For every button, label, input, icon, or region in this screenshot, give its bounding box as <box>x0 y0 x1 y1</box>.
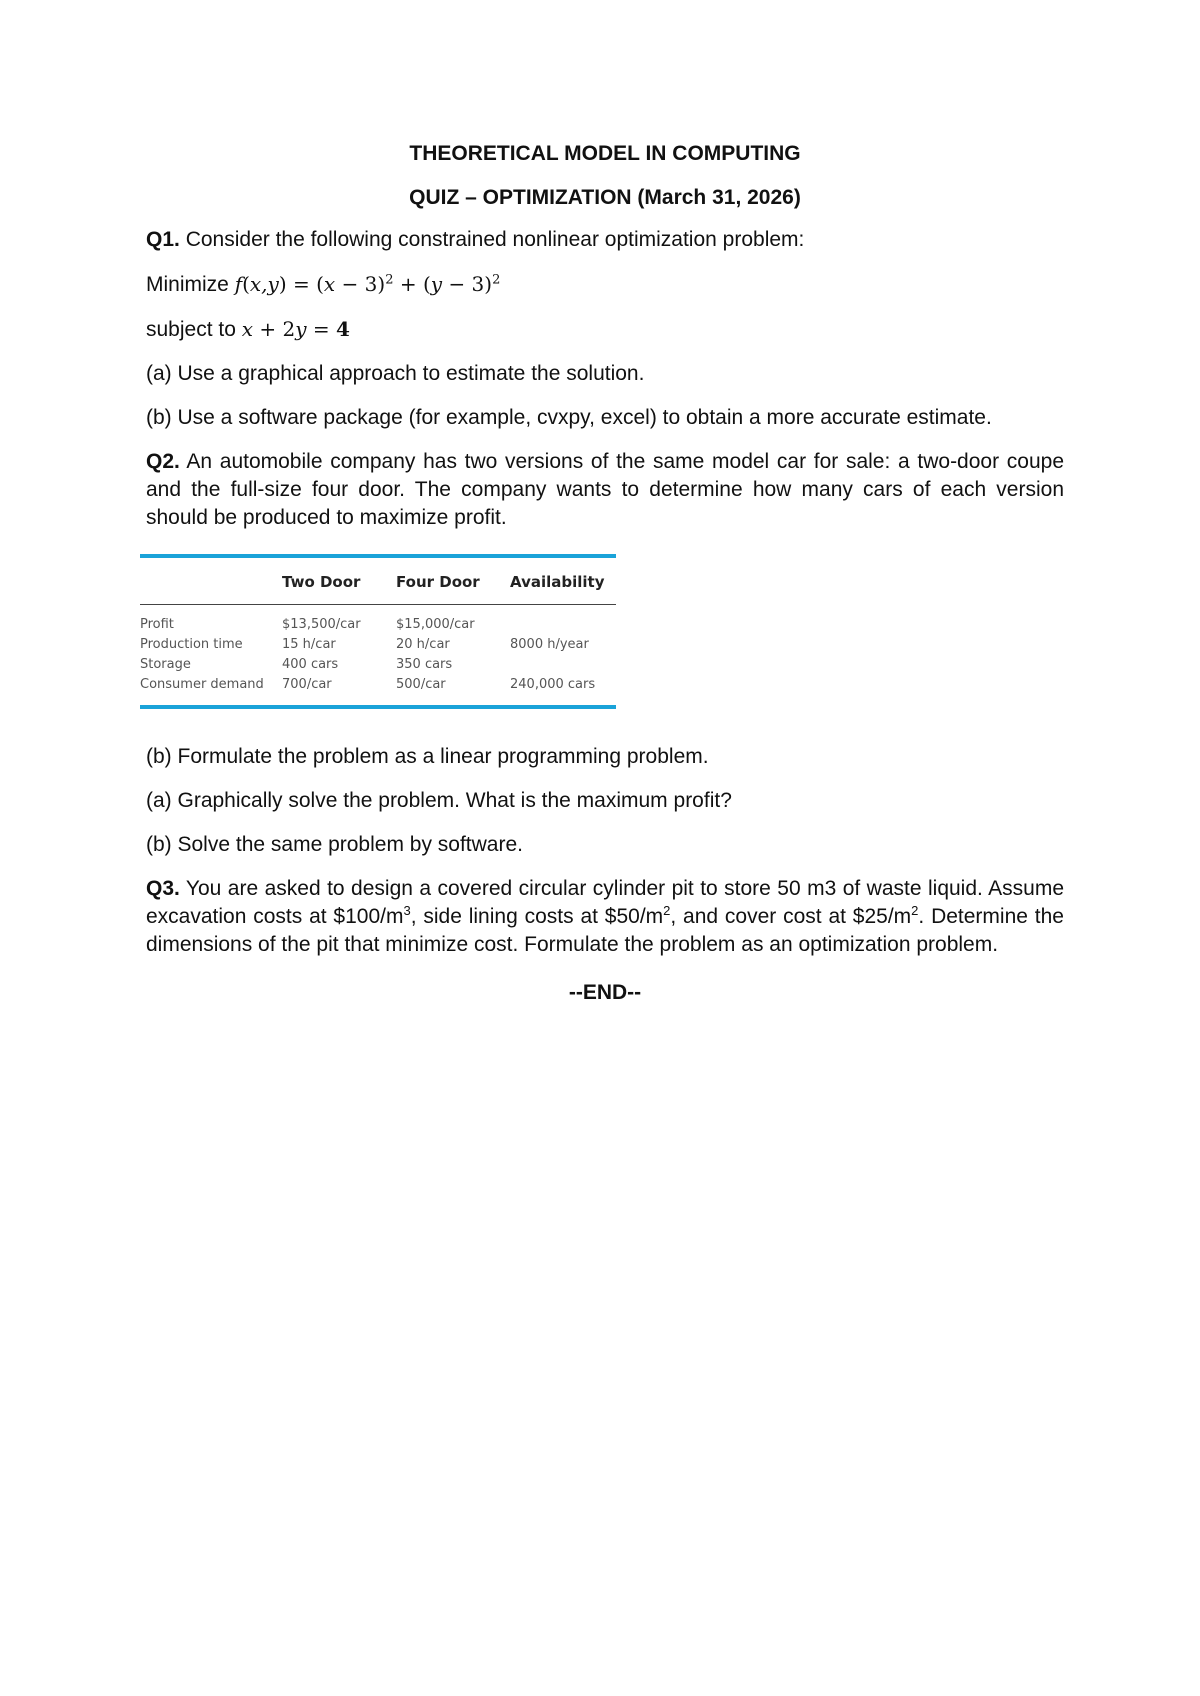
table-row <box>140 655 616 675</box>
quiz-title: QUIZ – OPTIMIZATION (March 31, 2026) <box>409 186 801 209</box>
q3-text-1: You are asked to design a covered circular cylinder pit to store 50 m3 of waste liquid. Assume excavation costs at $100/m <box>146 877 1064 928</box>
table-cell: $13,500/car <box>282 617 361 632</box>
q2-prompt <box>146 448 1064 532</box>
table-row <box>140 635 616 655</box>
quiz-document <box>140 140 1064 1007</box>
q2-text: An automobile company has two versions of the same model car for sale: a two-door coupe and the full-size four door. The company wants to determine how many cars of each version should be produced to maximize profit. <box>146 450 1064 529</box>
end-marker: --END-- <box>568 981 642 1004</box>
table-cell: 350 cars <box>396 657 453 672</box>
objective-function: $f(x,y) = (x - 3)^2 + (y - 3)^2$ <box>234 272 501 296</box>
q3-sup-2: 2 <box>663 903 671 918</box>
header-cell <box>140 558 282 605</box>
header-cell: Two Door <box>282 558 396 605</box>
table-bottom-rule <box>140 705 616 709</box>
table-cell: 8000 h/year <box>510 637 589 652</box>
q3-sup-3: 2 <box>911 903 919 918</box>
minimize-word: Minimize <box>146 273 235 296</box>
table-cell: 240,000 cars <box>510 677 596 692</box>
q3-sup-1: 3 <box>403 903 411 918</box>
q2-part-b2: (b) Solve the same problem by software. <box>146 833 523 856</box>
q1-label: Q1. <box>146 228 180 251</box>
table-cell: 20 h/car <box>396 637 450 652</box>
table-cell: 400 cars <box>282 657 339 672</box>
table-cell <box>510 605 616 636</box>
table-cell <box>510 655 616 675</box>
table-cell: $15,000/car <box>396 617 475 632</box>
q3-text-4: . Determine the dimensions of the pit that minimize cost. Formulate the problem as an optimization problem. <box>146 905 1064 956</box>
table-row <box>140 605 616 636</box>
table-cell: 15 h/car <box>282 637 336 652</box>
table-header-row <box>140 558 616 605</box>
table-cell: 700/car <box>282 677 332 692</box>
constraint-equation: x + 2y = 4 <box>241 317 350 341</box>
q1-prompt <box>146 226 1064 254</box>
q1-text: Consider the following constrained nonlinear optimization problem: <box>179 228 805 251</box>
q2-label: Q2. <box>146 450 180 473</box>
q1-objective <box>146 270 1064 299</box>
q1-part-b: (b) Use a software package (for example, cvxpy, excel) to obtain a more accurate estimate. <box>146 406 992 429</box>
q2-part-a: (a) Graphically solve the problem. What is the maximum profit? <box>146 789 732 812</box>
subject-word: subject to <box>146 318 242 341</box>
q3-prompt <box>146 875 1064 959</box>
car-data-table <box>140 554 616 709</box>
q1-part-a: (a) Use a graphical approach to estimate the solution. <box>146 362 645 385</box>
course-title: THEORETICAL MODEL IN COMPUTING <box>409 142 801 165</box>
q3-label: Q3. <box>146 877 180 900</box>
table-row <box>140 675 616 705</box>
q3-text-3: , and cover cost at $25/m <box>670 905 912 928</box>
table-cell: Consumer demand <box>140 677 264 692</box>
header-cell: Availability <box>510 558 616 605</box>
q1-constraint <box>146 315 1064 344</box>
table-cell: Profit <box>140 617 174 632</box>
table-cell: 500/car <box>396 677 446 692</box>
table-cell: Production time <box>140 637 243 652</box>
header-cell: Four Door <box>396 558 510 605</box>
q2-part-b1: (b) Formulate the problem as a linear programming problem. <box>146 745 709 768</box>
table-cell: Storage <box>140 657 191 672</box>
table <box>140 558 616 705</box>
q3-text-2: , side lining costs at $50/m <box>410 905 664 928</box>
